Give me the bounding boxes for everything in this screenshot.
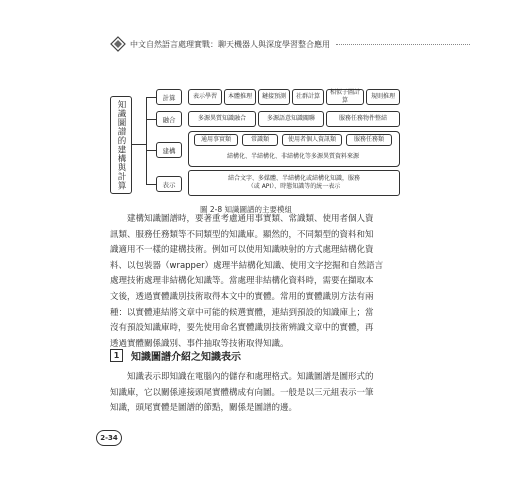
paragraph-line: 知識庫，它以關係連接頭尾實體構成有向圖。一般是以三元組表示一筆 xyxy=(110,387,374,398)
fusion-item: 服務任務物件整結 xyxy=(326,111,400,127)
tree-line-row-4 xyxy=(146,184,156,185)
paragraph-line: 處理技術處理非結構化知識等。當處理非結構化資料時，需要在擷取本 xyxy=(110,276,374,287)
tree-line-stem xyxy=(132,144,146,145)
section-heading xyxy=(110,348,241,363)
body-paragraph-1 xyxy=(110,212,430,352)
tree-line-row-3 xyxy=(146,150,156,151)
compute-item: 本體推理 xyxy=(224,89,256,105)
construct-item: 常識類 xyxy=(242,134,278,146)
figure-caption: 圖 2-8 知識圖譜的主要模組 xyxy=(200,205,293,214)
representation-text-line-1: 結合文字、多媒體、半結構化或結構化知識，服務 xyxy=(227,175,360,183)
paragraph-line: 知識，頭尾實體是圖譜的節點，關係是圖譜的邊。 xyxy=(110,403,298,414)
compute-item: 鏈接預測 xyxy=(258,89,290,105)
row-label-compute: 計算 xyxy=(156,89,182,105)
book-logo-icon xyxy=(110,36,126,52)
running-header xyxy=(110,36,470,52)
vertical-label-box xyxy=(110,96,132,194)
paragraph-line: 訊類、服務任務類等不同類型的知識庫。顯然的，不同類型的資料和知 xyxy=(110,229,374,240)
paragraph-line: 沒有預設知識庫時，要先使用命名實體識別技術辨識文章中的實體，再 xyxy=(110,323,374,334)
paragraph-line: 透過實體關係識別、事件抽取等技術取得知識。 xyxy=(110,338,289,349)
fusion-item: 多源異質知識融合 xyxy=(188,111,256,127)
paragraph-line: 建構知識圖譜時，要著重考慮通用事實類、常識類、使用者個人資 xyxy=(127,214,374,224)
section-title: 知識圖譜介紹之知識表示 xyxy=(131,352,241,363)
compute-item: 表示學習 xyxy=(188,89,222,105)
paragraph-line: 知識表示即知識在電腦內的儲存和處理格式。知識圖譜是圖形式的 xyxy=(127,372,374,382)
representation-text-line-2: （或 API）、時態知識等的統一表示 xyxy=(247,183,341,190)
compute-item: 相似子圖計算 xyxy=(326,89,364,105)
construct-item: 使用者個人資訊類 xyxy=(282,134,342,146)
tree-line-row-1 xyxy=(146,97,156,98)
fusion-item: 多源語意知識關聯 xyxy=(258,111,324,127)
compute-item: 社群計算 xyxy=(292,89,324,105)
row-label-construct: 建構 xyxy=(156,142,182,158)
knowledge-graph-module-diagram xyxy=(110,80,410,200)
compute-item: 規則推理 xyxy=(366,89,400,105)
page-number: 2-34 xyxy=(96,430,122,446)
paragraph-line: 料、以包裝器（wrapper）處理半結構化知識、使用文字挖掘和自然語言 xyxy=(110,260,384,271)
paragraph-line: 識適用不一樣的建構技術。例如可以使用知識映射的方式處理結構化資 xyxy=(110,245,374,256)
tree-line-vertical xyxy=(146,97,147,185)
header-title: 中文自然語言處理實戰：聊天機器人與深度學習整合應用 xyxy=(130,39,330,49)
construct-item: 通用事實類 xyxy=(194,134,238,146)
row-label-representation: 表示 xyxy=(156,176,182,192)
vertical-label: 知識圖譜的建構與計算 xyxy=(116,100,126,190)
paragraph-line: 文後，透過實體識別技術取得本文中的實體。常用的實體識別方法有兩 xyxy=(110,291,374,302)
row-label-fusion: 融合 xyxy=(156,111,182,127)
section-number: 1 xyxy=(110,349,123,362)
body-paragraph-2 xyxy=(110,370,430,417)
header-rule xyxy=(336,44,470,45)
construct-item: 服務任務類 xyxy=(346,134,392,146)
construct-source-label: 結構化、半結構化、非結構化等多源異質資料來源 xyxy=(226,152,359,160)
representation-box xyxy=(188,170,400,196)
paragraph-line: 種：以實體連結將文章中可能的候選實體，連結到預設的知識庫上；當 xyxy=(110,307,374,318)
tree-line-row-2 xyxy=(146,119,156,120)
